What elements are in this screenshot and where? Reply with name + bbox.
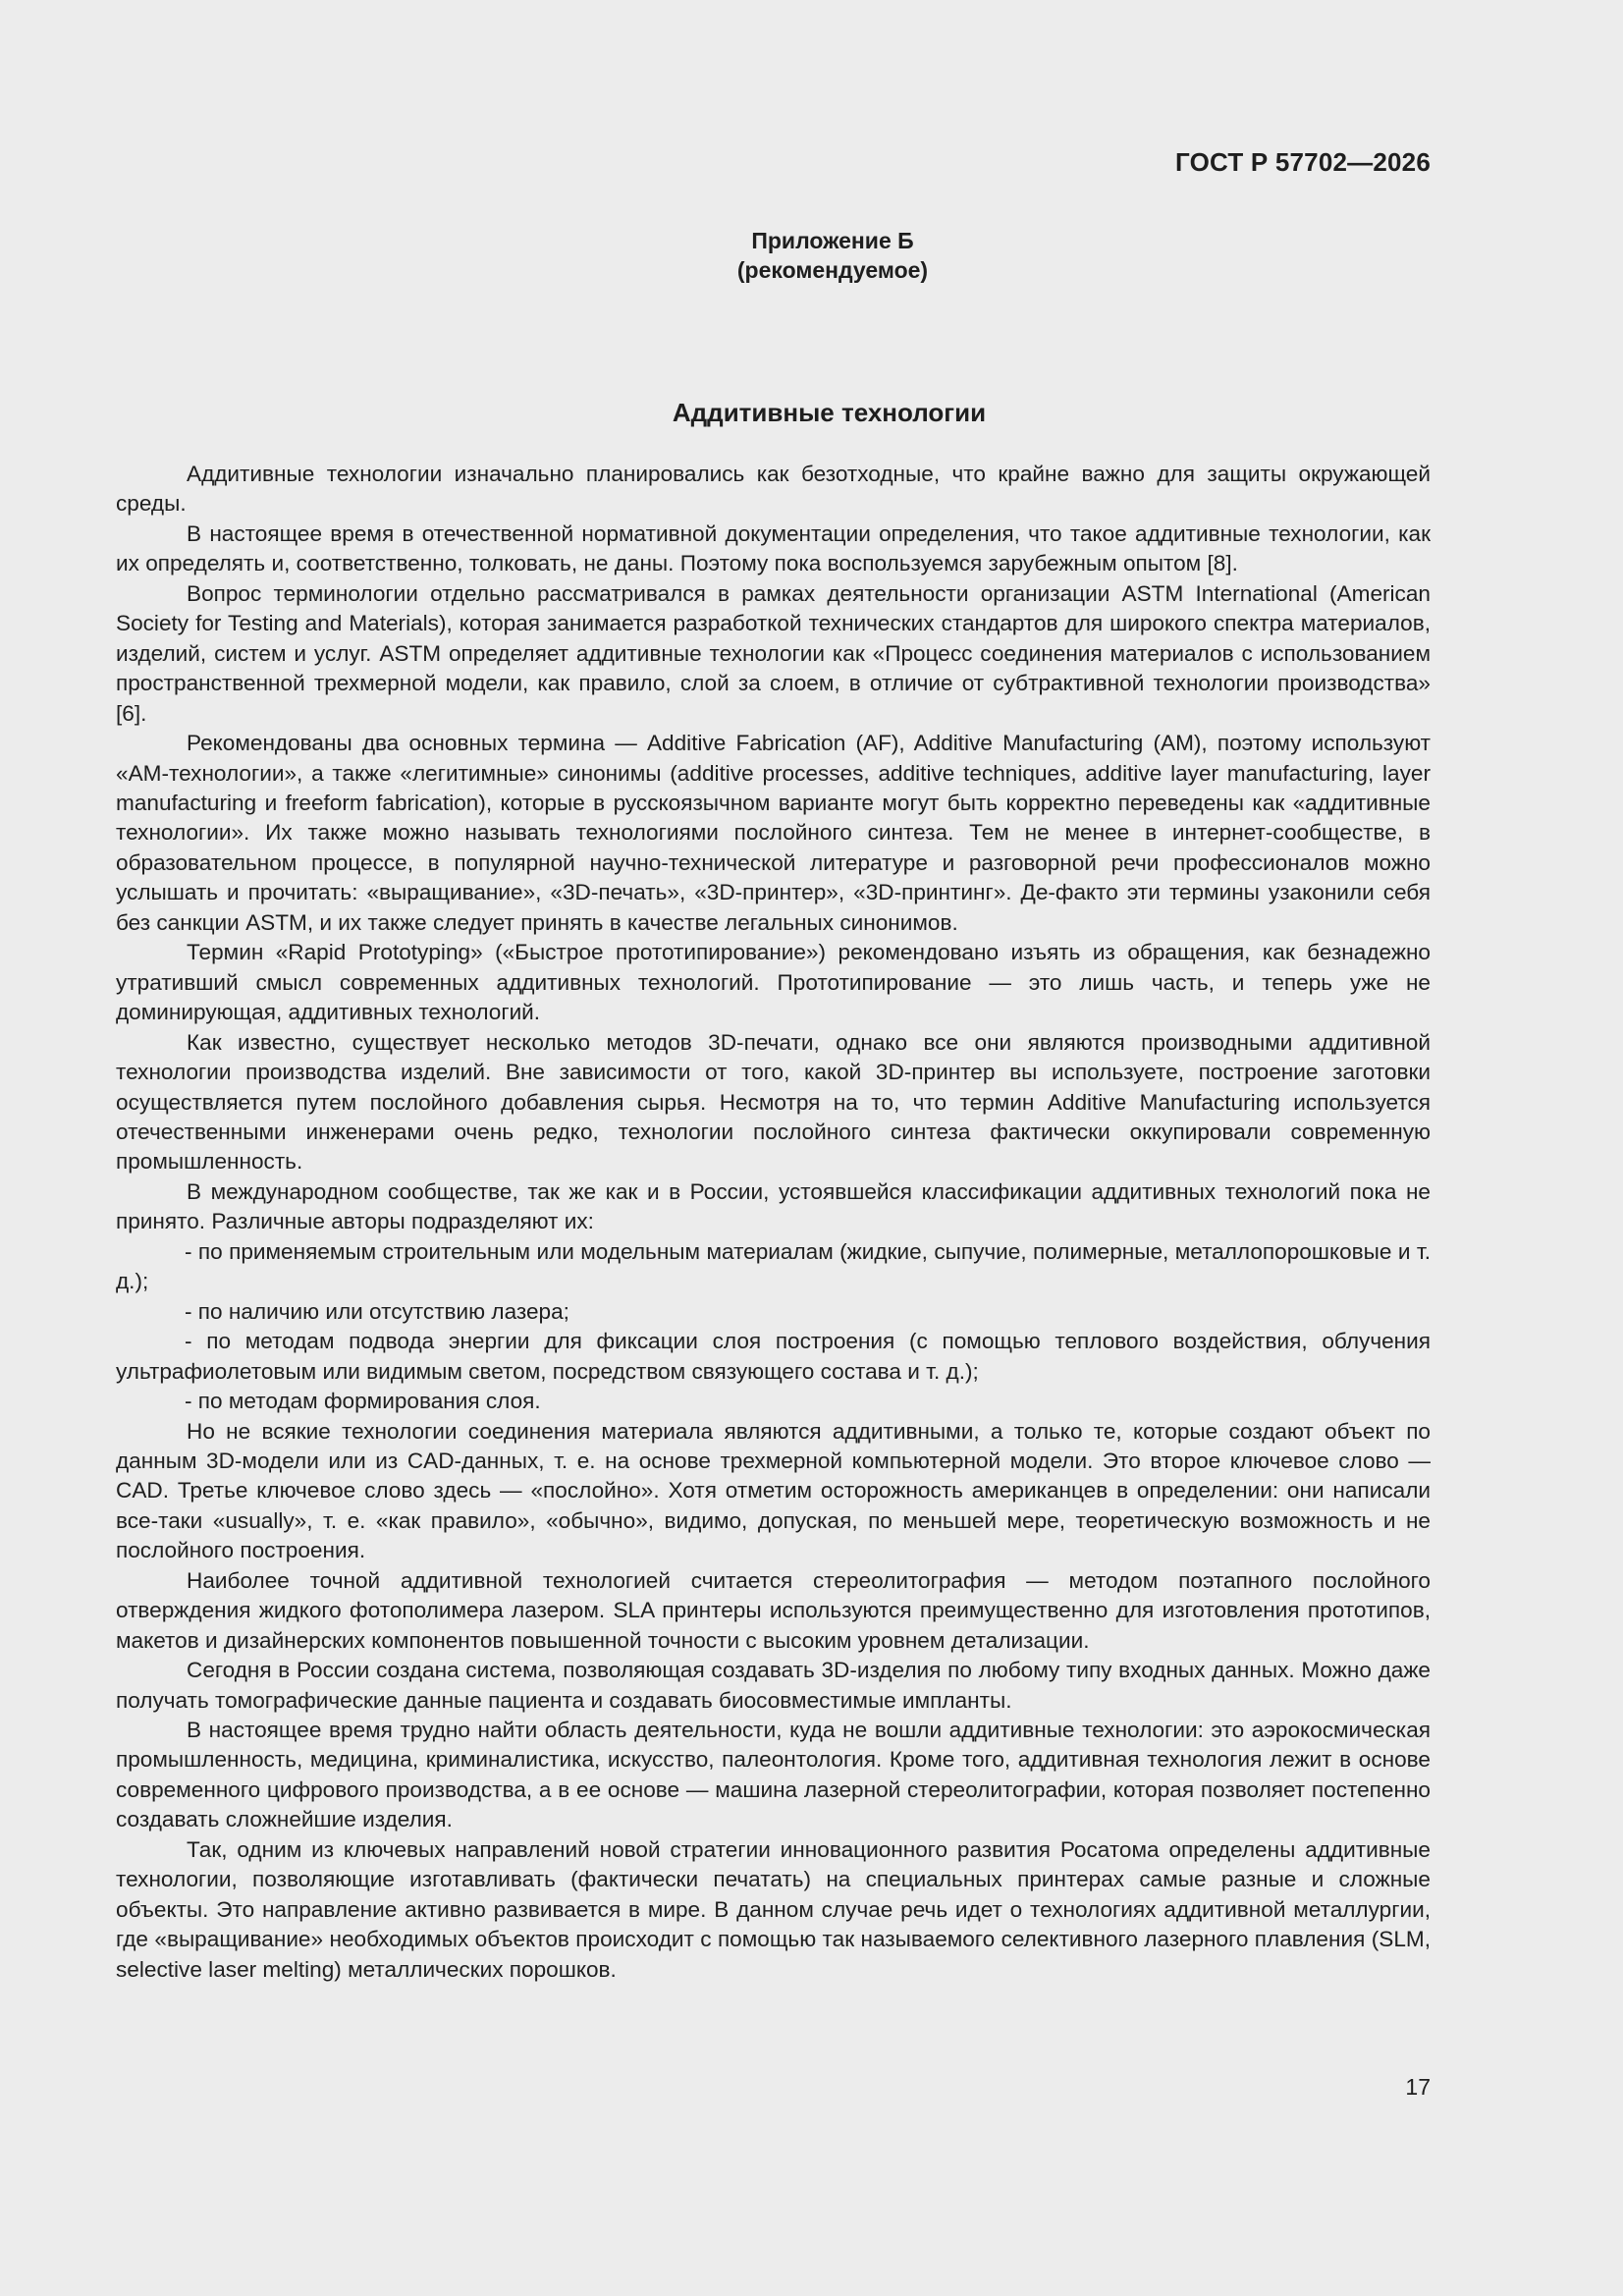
appendix-status: (рекомендуемое) [736,257,929,283]
paragraph: Так, одним из ключевых направлений новой стратегии инновационного развития Росатома определены аддитивные технологии, позволяющие изготавливать (фактически печатать) на специальных принтерах самые разные и сложные объекты. Это направление активно развивается в мире. В данном случае речь идет о технологиях аддитивной металлургии, где «выращивание» необходимых объектов происходит с помощью так называемого селективного лазерного плавления (SLM, selective laser melting) металлических порошков. [116,1836,1431,1982]
paragraph: Термин «Rapid Prototyping» («Быстрое прототипирование») рекомендовано изъять из обращения, как безнадежно утративший смысл современных аддитивных технологий. Прототипирование — это лишь часть, и теперь уже не доминирующая, аддитивных технологий. [116,940,1431,1025]
paragraph: Сегодня в России создана система, позволяющая создавать 3D-изделия по любому типу входных данных. Можно даже получать томографические данные пациента и создавать биосовместимые импланты. [116,1658,1431,1713]
paragraph: Но не всякие технологии соединения материала являются аддитивными, а только те, которые создают объект по данным 3D-модели или из CAD-данных, т. е. на основе трехмерной компьютерной модели. Это второе ключевое слово — CAD. Третье ключевое слово здесь — «послойно». Хотя отметим осторожность американцев в определении: они написали все-таки «usually», т. е. «как правило», «обычно», видимо, допуская, по меньшей мере, теоретическую возможность и не послойного построения. [116,1418,1431,1563]
paragraph: Аддитивные технологии изначально планировались как безотходные, что крайне важно для защиты окружающей среды. [116,462,1431,517]
paragraph: Рекомендованы два основных термина — Additive Fabrication (AF), Additive Manufacturing (AM), поэтому используют «АМ-технологии», а также «легитимные» синонимы (additive processes, additive techniques, additive layer manufacturing, layer manufacturing и freeform fabrication), которые в русскоязычном варианте могут быть корректно переведены как «аддитивные технологии». Их также можно называть технологиями послойного синтеза. Тем не менее в интернет-сообществе, в образовательном процессе, в популярной научно-технической литературе и разговорной речи профессионалов можно услышать и прочитать: «выращивание», «3D-печать», «3D-принтер», «3D-принтинг». Де-факто эти термины узаконили себя без санкции ASTM, и их также следует принять в качестве легальных синонимов. [116,731,1431,935]
paragraph: В настоящее время трудно найти область деятельности, куда не вошли аддитивные технологии: это аэрокосмическая промышленность, медицина, криминалистика, искусство, палеонтология. Кроме того, аддитивная технология лежит в основе современного цифрового производства, а в ее основе — машина лазерной стереолитографии, которая позволяет постепенно создавать сложнейшие изделия. [116,1718,1431,1832]
paragraph: Вопрос терминологии отдельно рассматривался в рамках деятельности организации ASTM International (American Society for Testing and Materials), которая занимается разработкой технических стандартов для широкого спектра материалов, изделий, систем и услуг. ASTM определяет аддитивные технологии как «Процесс соединения материалов с использованием пространственной трехмерной модели, как правило, слой за слоем, в отличие от субтрактивной технологии производства» [6]. [116,580,1431,726]
paragraph: Наиболее точной аддитивной технологией считается стереолитография — методом поэтапного послойного отверждения жидкого фотополимера лазером. SLA принтеры используются преимущественно для изготовления прототипов, макетов и дизайнерских компонентов повышенной точности с высоким уровнем детализации. [116,1567,1431,1653]
document-code: ГОСТ Р 57702—2026 [1175,147,1431,177]
section-title: Аддитивные технологии [672,398,987,427]
list-item: - по наличию или отсутствию лазера; [185,1298,569,1324]
list-item: - по методам формирования слоя. [185,1389,541,1414]
paragraph: В настоящее время в отечественной нормативной документации определения, что такое аддитивные технологии, как их определять и, соответственно, толковать, не даны. Поэтому пока воспользуемся зарубежным опытом [8]. [116,520,1431,576]
list-item: - по методам подвода энергии для фиксации слоя построения (с помощью теплового воздействия, облучения ультрафиолетовым или видимым светом, посредством связующего состава и т. д.); [116,1329,1431,1384]
page-number: 17 [1405,2074,1431,2100]
appendix-heading [0,226,1623,285]
paragraph: Как известно, существует несколько методов 3D-печати, однако все они являются производными аддитивной технологии производства изделий. Вне зависимости от того, какой 3D-принтер вы используете, построение заготовки осуществляется путем послойного добавления сырья. Несмотря на то, что термин Additive Manufacturing используется отечественными инженерами очень редко, технологии послойного синтеза фактически оккупировали современную промышленность. [116,1029,1431,1175]
appendix-title: Приложение Б [751,228,914,253]
body-text [116,460,1431,1985]
list-item: - по применяемым строительным или модельным материалам (жидкие, сыпучие, полимерные, металлопорошковые и т. д.); [116,1238,1431,1294]
paragraph: В международном сообществе, так же как и в России, устоявшейся классификации аддитивных технологий пока не принято. Различные авторы подразделяют их: [116,1178,1431,1234]
